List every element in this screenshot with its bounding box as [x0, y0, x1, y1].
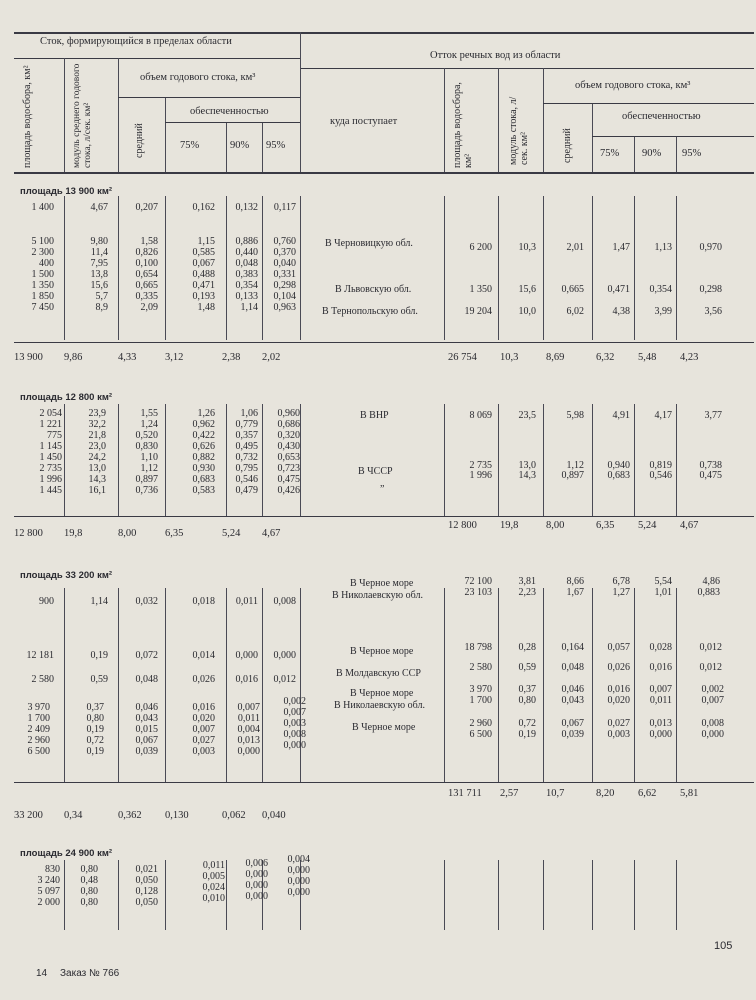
hdr-modulus: модуль среднего годового стока, л/сек. км² — [72, 63, 93, 168]
col-p90: 1,06 0,779 0,357 0,495 0,732 0,795 0,546 0,479 — [235, 408, 258, 496]
hdr-vline — [444, 68, 445, 172]
cell: 0,026 — [607, 662, 630, 673]
dest: В Николаевскую обл. — [332, 590, 423, 601]
col-p95: 0,960 0,686 0,320 0,430 0,653 0,723 0,475 0,426 — [277, 408, 300, 496]
cell: 0,048 — [135, 674, 158, 685]
column-line — [676, 404, 677, 516]
col-p95: 0,004 0,000 0,000 0,000 — [287, 854, 310, 898]
cell: 4,91 — [612, 410, 630, 421]
cell: 2 580 — [31, 674, 54, 685]
cell: 0,164 — [561, 642, 584, 653]
column-line — [676, 196, 677, 340]
hdr-area-r: площадь водосбора, км² — [452, 82, 474, 168]
cell: 3,99 — [654, 306, 672, 317]
page-number: 105 — [714, 940, 733, 952]
r-p95: 0,008 0,000 — [701, 718, 724, 740]
hdr-p75: 75% — [180, 140, 200, 151]
cell: 0,897 — [561, 470, 584, 481]
cell: 0,012 — [699, 642, 722, 653]
cell: 0,819 — [649, 460, 672, 471]
column-line — [498, 404, 499, 516]
r-p95: 0,002 0,007 — [701, 684, 724, 706]
col-p90: 0,886 0,440 0,048 0,383 0,354 0,133 1,14 — [235, 236, 258, 313]
col-p75: 1,26 0,962 0,422 0,626 0,882 0,930 0,683 0,583 — [192, 408, 215, 496]
hdr-hline — [592, 136, 754, 137]
r-mean: 0,046 0,043 — [561, 684, 584, 706]
top-rule — [14, 32, 754, 34]
hdr-p90: 90% — [230, 140, 250, 151]
column-line — [444, 404, 445, 516]
hdr-vline — [226, 122, 227, 172]
dest: В Тернопольскую обл. — [322, 306, 418, 317]
total-rule — [14, 516, 754, 517]
cell: 0,665 — [561, 284, 584, 295]
cell: 9,86 — [64, 352, 83, 363]
cell: 0,014 — [192, 650, 215, 661]
r-area: 3 970 1 700 — [469, 684, 492, 706]
cell: 10,7 — [546, 788, 565, 799]
dest: В Молдавскую ССР — [336, 668, 421, 679]
col-mean: 0,046 0,043 0,015 0,067 0,039 — [135, 702, 158, 757]
column-line — [676, 860, 677, 930]
hdr-vline — [634, 136, 635, 172]
cell: 2,02 — [262, 352, 281, 363]
cell: 0,59 — [518, 662, 536, 673]
dest: В Черное море — [350, 578, 414, 589]
column-line — [444, 860, 445, 930]
section-title-2: площадь 12 800 км² — [20, 392, 113, 403]
column-line — [634, 404, 635, 516]
cell: 4,33 — [118, 352, 137, 363]
r-p90: 0,007 0,011 — [649, 684, 672, 706]
cell: 4,67 — [262, 528, 281, 539]
cell: 12 181 — [26, 650, 54, 661]
cell: 0,546 — [649, 470, 672, 481]
hdr-vline — [498, 68, 499, 172]
cell: 18 798 — [464, 642, 492, 653]
hdr-vline — [118, 58, 119, 172]
cell: 0,016 — [235, 674, 258, 685]
cell: 6,35 — [596, 520, 615, 531]
cell: 6,62 — [638, 788, 657, 799]
column-line — [634, 588, 635, 782]
hdr-p75-r: 75% — [600, 148, 620, 159]
column-line — [444, 196, 445, 340]
cell: 0,207 — [135, 202, 158, 213]
r-area: 72 100 23 103 — [464, 576, 492, 598]
cell: 0,057 — [607, 642, 630, 653]
cell: 0,040 — [262, 810, 286, 821]
signature-mark: 14 — [36, 968, 48, 979]
cell: 900 — [39, 596, 54, 607]
dest: В ВНР — [360, 410, 389, 421]
cell: 14,3 — [518, 470, 536, 481]
hdr-mean: средний — [134, 123, 145, 158]
section-title-1: площадь 13 900 км² — [20, 186, 113, 197]
cell: 5,81 — [680, 788, 699, 799]
cell: 1,47 — [612, 242, 630, 253]
total-rule — [14, 342, 754, 343]
cell: 2,01 — [566, 242, 584, 253]
column-line — [444, 588, 445, 782]
cell: 5,24 — [222, 528, 241, 539]
column-line — [592, 860, 593, 930]
cell: 131 711 — [448, 788, 482, 799]
col-modulus: 0,37 0,80 0,19 0,72 0,19 — [86, 702, 104, 757]
column-line — [543, 196, 544, 340]
dest: В Черное море — [352, 722, 416, 733]
cell: 0,162 — [192, 202, 215, 213]
r-mean: 8,66 1,67 — [566, 576, 584, 598]
cell: 6,02 — [566, 306, 584, 317]
hdr-dest: куда поступает — [330, 116, 398, 127]
cell: 8,00 — [118, 528, 137, 539]
column-line — [592, 588, 593, 782]
column-line — [262, 588, 263, 782]
r-area: 2 960 6 500 — [469, 718, 492, 740]
cell: 6,32 — [596, 352, 615, 363]
col-area: 3 970 1 700 2 409 2 960 6 500 — [27, 702, 50, 757]
hdr-vline — [64, 58, 65, 172]
cell: 0,048 — [561, 662, 584, 673]
cell: 19,8 — [64, 528, 83, 539]
r-mean: 0,067 0,039 — [561, 718, 584, 740]
section-title-4: площадь 24 900 км² — [20, 848, 113, 859]
col-modulus: 0,80 0,48 0,80 0,80 — [80, 864, 98, 908]
col-p90: 0,006 0,000 0,000 0,000 — [245, 858, 268, 902]
r-p90: 5,54 1,01 — [654, 576, 672, 598]
r-modulus: 3,81 2,23 — [518, 576, 536, 598]
col-p75: 0,011 0,005 0,024 0,010 — [202, 860, 225, 904]
cell: 19 204 — [464, 306, 492, 317]
r-p95: 4,86 0,883 — [697, 576, 720, 598]
cell: 4,23 — [680, 352, 699, 363]
header-mid-rule — [14, 58, 300, 59]
cell: 5,48 — [638, 352, 657, 363]
cell: 0,117 — [273, 202, 296, 213]
dest: В Черное море — [350, 646, 414, 657]
cell: 4,67 — [680, 520, 699, 531]
cell: 8,00 — [546, 520, 565, 531]
column-line — [592, 404, 593, 516]
column-line — [543, 588, 544, 782]
hdr-hline — [543, 103, 754, 104]
column-line — [498, 860, 499, 930]
cell: 0,298 — [699, 284, 722, 295]
cell: 33 200 — [14, 810, 43, 821]
cell: 4,67 — [90, 202, 108, 213]
cell: 0,354 — [649, 284, 672, 295]
column-line — [300, 404, 301, 516]
hdr-area: площадь водосбора, км² — [22, 65, 33, 168]
col-area: 5 100 2 300 400 1 500 1 350 1 850 7 450 — [31, 236, 54, 313]
cell: 0,362 — [118, 810, 142, 821]
right-group-title: Отток речных вод из области — [430, 50, 561, 61]
cell: 8,69 — [546, 352, 565, 363]
r-modulus: 0,72 0,19 — [518, 718, 536, 740]
cell: 13,0 — [518, 460, 536, 471]
cell: 1,12 — [566, 460, 584, 471]
cell: 15,6 — [518, 284, 536, 295]
hdr-p95: 95% — [266, 140, 286, 151]
column-line — [300, 588, 301, 782]
col-mean: 1,55 1,24 0,520 0,830 1,10 1,12 0,897 0,736 — [135, 408, 158, 496]
col-p90: 0,007 0,011 0,004 0,013 0,000 — [237, 702, 260, 757]
cell: 12 800 — [14, 528, 43, 539]
column-line — [498, 588, 499, 782]
cell: 23,5 — [518, 410, 536, 421]
cell: 0,475 — [699, 470, 722, 481]
cell: 3,77 — [704, 410, 722, 421]
cell: 10,3 — [500, 352, 519, 363]
cell: 0,028 — [649, 642, 672, 653]
cell: 1,14 — [90, 596, 108, 607]
column-line — [634, 196, 635, 340]
hdr-vline — [543, 68, 544, 172]
cell: 2,38 — [222, 352, 241, 363]
cell: 12 800 — [448, 520, 477, 531]
hdr-hline — [165, 122, 300, 123]
cell: 10,0 — [518, 306, 536, 317]
cell: 0,130 — [165, 810, 189, 821]
cell: 3,12 — [165, 352, 184, 363]
hdr-volume-r: объем годового стока, км³ — [575, 80, 691, 91]
hdr-vline — [262, 122, 263, 172]
cell: 0,738 — [699, 460, 722, 471]
column-line — [676, 588, 677, 782]
column-line — [592, 196, 593, 340]
cell: 3,56 — [704, 306, 722, 317]
dest: В ЧССР — [358, 466, 393, 477]
cell: 2,57 — [500, 788, 519, 799]
hdr-vline — [165, 98, 166, 172]
cell: 0,34 — [64, 810, 83, 821]
column-line — [498, 196, 499, 340]
hdr-prob-r: обеспеченностью — [622, 111, 701, 122]
col-mean: 0,021 0,050 0,128 0,050 — [135, 864, 158, 908]
cell: 0,471 — [607, 284, 630, 295]
cell: 0,012 — [273, 674, 296, 685]
cell: 10,3 — [518, 242, 536, 253]
cell: 0,000 — [235, 650, 258, 661]
cell: 26 754 — [448, 352, 477, 363]
col-area: 830 3 240 5 097 2 000 — [37, 864, 60, 908]
hdr-vline — [300, 32, 301, 172]
cell: 0,940 — [607, 460, 630, 471]
dest: В Николаевскую обл. — [334, 700, 425, 711]
col-area: 2 054 1 221 775 1 145 1 450 2 735 1 996 1 445 — [39, 408, 62, 496]
cell: 6,35 — [165, 528, 184, 539]
column-line — [300, 196, 301, 340]
col-p95: 0,760 0,370 0,040 0,331 0,298 0,104 0,963 — [273, 236, 296, 313]
cell: 2 735 — [469, 460, 492, 471]
cell: 0,683 — [607, 470, 630, 481]
cell: 1 996 — [469, 470, 492, 481]
col-modulus: 9,80 11,4 7,95 13,8 15,6 5,7 8,9 — [90, 236, 108, 313]
column-line — [634, 860, 635, 930]
cell: 0,012 — [699, 662, 722, 673]
hdr-vline — [676, 136, 677, 172]
cell: 0,018 — [192, 596, 215, 607]
r-p75: 0,016 0,020 — [607, 684, 630, 706]
hdr-mean-r: средний — [562, 128, 573, 163]
header-bottom-rule — [14, 172, 754, 174]
col-p75: 0,016 0,020 0,007 0,027 0,003 — [192, 702, 215, 757]
cell: 0,970 — [699, 242, 722, 253]
section-title-3: площадь 33 200 км² — [20, 570, 113, 581]
cell: 6 200 — [469, 242, 492, 253]
cell: 8,20 — [596, 788, 615, 799]
r-p90: 0,013 0,000 — [649, 718, 672, 740]
r-p75: 0,027 0,003 — [607, 718, 630, 740]
hdr-vline — [592, 104, 593, 172]
col-p75: 1,15 0,585 0,067 0,488 0,471 0,193 1,48 — [192, 236, 215, 313]
dest: В Черное море — [350, 688, 414, 699]
cell: 2 580 — [469, 662, 492, 673]
hdr-volume: объем годового стока, км³ — [140, 72, 256, 83]
left-group-title: Сток, формирующийся в пределах области — [40, 36, 232, 47]
header-mid-rule-right — [300, 68, 754, 69]
cell: 19,8 — [500, 520, 519, 531]
col-modulus: 23,9 32,2 21,8 23,0 24,2 13,0 14,3 16,1 — [88, 408, 106, 496]
col-p95: 0,002 0,007 0,003 0,008 0,000 — [283, 696, 306, 751]
cell: 13 900 — [14, 352, 43, 363]
r-modulus: 0,37 0,80 — [518, 684, 536, 706]
cell: 0,026 — [192, 674, 215, 685]
cell: 0,132 — [235, 202, 258, 213]
hdr-p90-r: 90% — [642, 148, 662, 159]
cell: 0,28 — [518, 642, 536, 653]
r-p75: 6,78 1,27 — [612, 576, 630, 598]
hdr-p95-r: 95% — [682, 148, 702, 159]
order-number: Заказ № 766 — [60, 968, 120, 979]
hdr-modulus-r: модуль стока, л/сек. км² — [508, 96, 530, 165]
dest: В Черновицкую обл. — [325, 238, 413, 249]
cell: 4,38 — [612, 306, 630, 317]
total-rule — [14, 782, 754, 783]
cell: 5,24 — [638, 520, 657, 531]
hdr-hline — [118, 97, 300, 98]
cell: 0,016 — [649, 662, 672, 673]
cell: 0,072 — [135, 650, 158, 661]
hdr-prob: обеспеченностью — [190, 106, 269, 117]
dest: „ — [380, 478, 385, 489]
cell: 8 069 — [469, 410, 492, 421]
column-line — [543, 404, 544, 516]
cell: 1 350 — [469, 284, 492, 295]
cell: 1 400 — [31, 202, 54, 213]
cell: 5,98 — [566, 410, 584, 421]
col-mean: 1,58 0,826 0,100 0,654 0,665 0,335 2,09 — [135, 236, 158, 313]
cell: 0,011 — [235, 596, 258, 607]
cell: 0,000 — [273, 650, 296, 661]
column-line — [543, 860, 544, 930]
cell: 0,008 — [273, 596, 296, 607]
cell: 0,19 — [90, 650, 108, 661]
cell: 4,17 — [654, 410, 672, 421]
cell: 0,59 — [90, 674, 108, 685]
cell: 0,032 — [135, 596, 158, 607]
dest: В Львовскую обл. — [335, 284, 412, 295]
cell: 0,062 — [222, 810, 246, 821]
cell: 1,13 — [654, 242, 672, 253]
